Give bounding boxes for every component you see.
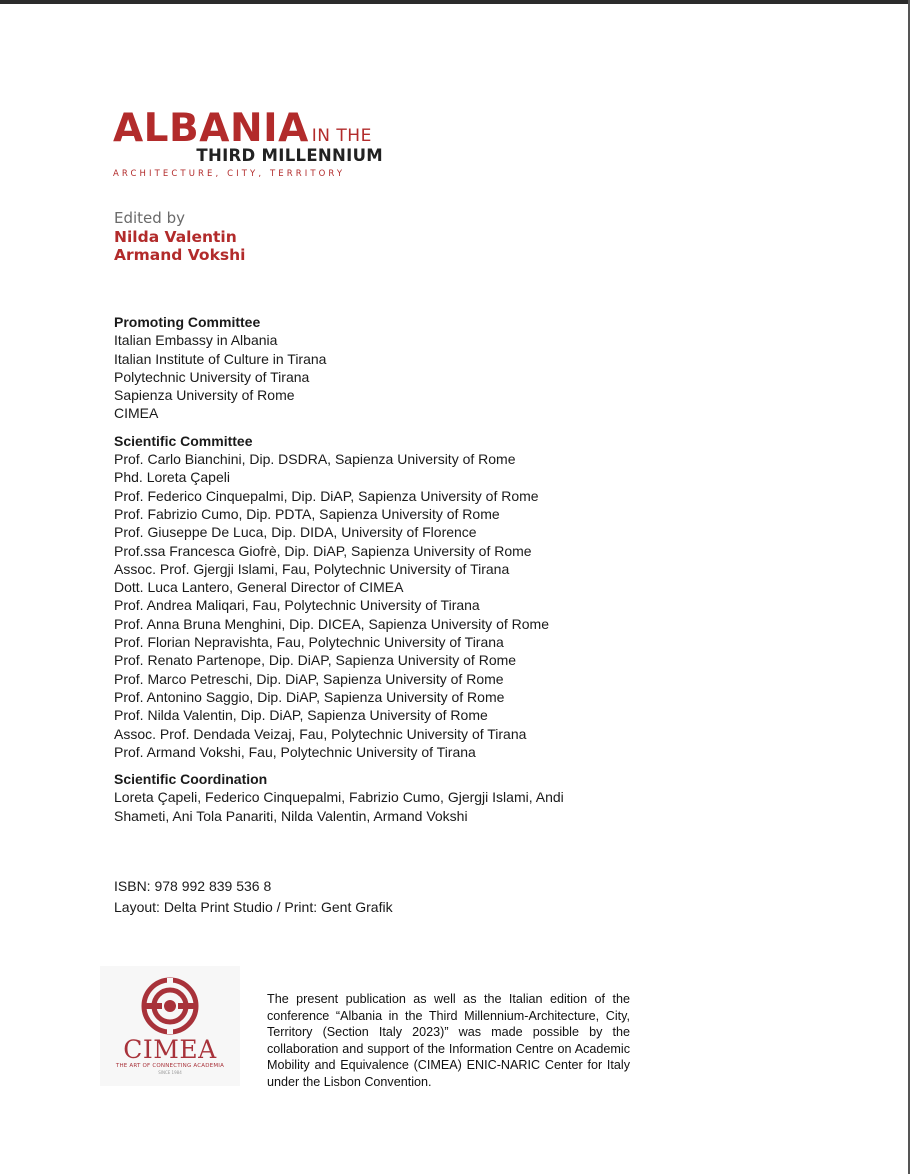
list-item: Italian Embassy in Albania	[114, 332, 278, 349]
list-item: Prof. Carlo Bianchini, Dip. DSDRA, Sapienza University of Rome	[114, 451, 516, 468]
list-item: Italian Institute of Culture in Tirana	[114, 350, 327, 367]
logo-title-main: ALBANIA	[113, 106, 309, 151]
list-item: Prof. Andrea Maliqari, Fau, Polytechnic University of Tirana	[114, 597, 480, 614]
list-item: Prof. Renato Partenope, Dip. DiAP, Sapienza University of Rome	[114, 652, 517, 669]
scientific-coordination	[114, 770, 674, 825]
cimea-wordmark: CIMEA	[123, 1035, 217, 1064]
list-item: Phd. Loreta Çapeli	[114, 469, 230, 486]
list-item: Prof. Anna Bruna Menghini, Dip. DICEA, Sapienza University of Rome	[114, 615, 549, 632]
list-item: Prof. Fabrizio Cumo, Dip. PDTA, Sapienza University of Rome	[114, 505, 500, 522]
book-title-logo	[113, 106, 385, 179]
committees	[114, 313, 674, 834]
cimea-tagline: THE ART OF CONNECTING ACADEMIA	[115, 1063, 225, 1069]
editors-block	[114, 209, 245, 264]
list-item: Prof. Antonino Saggio, Dip. DiAP, Sapienza University of Rome	[114, 688, 505, 705]
logo-title-line2: THIRD MILLENNIUM	[196, 146, 383, 165]
list-item: CIMEA	[114, 405, 159, 422]
list-item: Sapienza University of Rome	[114, 387, 295, 404]
acknowledgement-note: The present publication as well as the Italian edition of the conference “Albania in the Third Millennium-Architecture, City, Territory (Section Italy 2023)” was made possible by the collaboration and support of the Information Centre on Academic Mobility and Equivalence (CIMEA) ENIC-NARIC Center for Italy under the Lisbon Convention.	[267, 992, 630, 1089]
coordination-names: Loreta Çapeli, Federico Cinquepalmi, Fabrizio Cumo, Gjergji Islami, Andi Shameti, Ani Tola Panariti, Nilda Valentin, Armand Vokshi	[114, 789, 564, 824]
list-item: Prof.ssa Francesca Giofrè, Dip. DiAP, Sapienza University of Rome	[114, 542, 532, 559]
list-item: Prof. Florian Nepravishta, Fau, Polytechnic University of Tirana	[114, 634, 504, 651]
list-item: Prof. Armand Vokshi, Fau, Polytechnic University of Tirana	[114, 743, 476, 760]
list-item: Prof. Federico Cinquepalmi, Dip. DiAP, Sapienza University of Rome	[114, 487, 539, 504]
edited-by-label: Edited by	[114, 209, 185, 227]
logo-title-suffix: IN THE	[311, 126, 372, 146]
isbn-text: ISBN: 978 992 839 536 8	[114, 878, 272, 894]
cimea-logo	[100, 966, 240, 1086]
logo-subtitle: ARCHITECTURE, CITY, TERRITORY	[113, 169, 346, 179]
top-border	[0, 0, 910, 4]
list-item: Prof. Marco Petreschi, Dip. DiAP, Sapienza University of Rome	[114, 670, 504, 687]
list-item: Dott. Luca Lantero, General Director of CIMEA	[114, 579, 404, 596]
publication-info	[114, 876, 393, 918]
list-item: Assoc. Prof. Dendada Veizaj, Fau, Polytechnic University of Tirana	[114, 725, 527, 742]
list-item: Polytechnic University of Tirana	[114, 368, 310, 385]
list-item: Prof. Giuseppe De Luca, Dip. DIDA, University of Florence	[114, 524, 477, 541]
section-title: Promoting Committee	[114, 314, 261, 330]
promoting-committee	[114, 313, 674, 423]
cimea-emblem-icon	[140, 976, 200, 1036]
section-title: Scientific Coordination	[114, 771, 268, 788]
section-title: Scientific Committee	[114, 432, 253, 449]
editor-name: Armand Vokshi	[114, 246, 246, 264]
list-item: Prof. Nilda Valentin, Dip. DiAP, Sapienza University of Rome	[114, 707, 488, 724]
scientific-committee	[114, 432, 674, 761]
list-item: Assoc. Prof. Gjergji Islami, Fau, Polytechnic University of Tirana	[114, 560, 510, 577]
editor-name: Nilda Valentin	[114, 228, 237, 246]
cimea-since: SINCE 1984	[158, 1070, 182, 1075]
layout-credit: Layout: Delta Print Studio / Print: Gent Grafik	[114, 899, 393, 915]
